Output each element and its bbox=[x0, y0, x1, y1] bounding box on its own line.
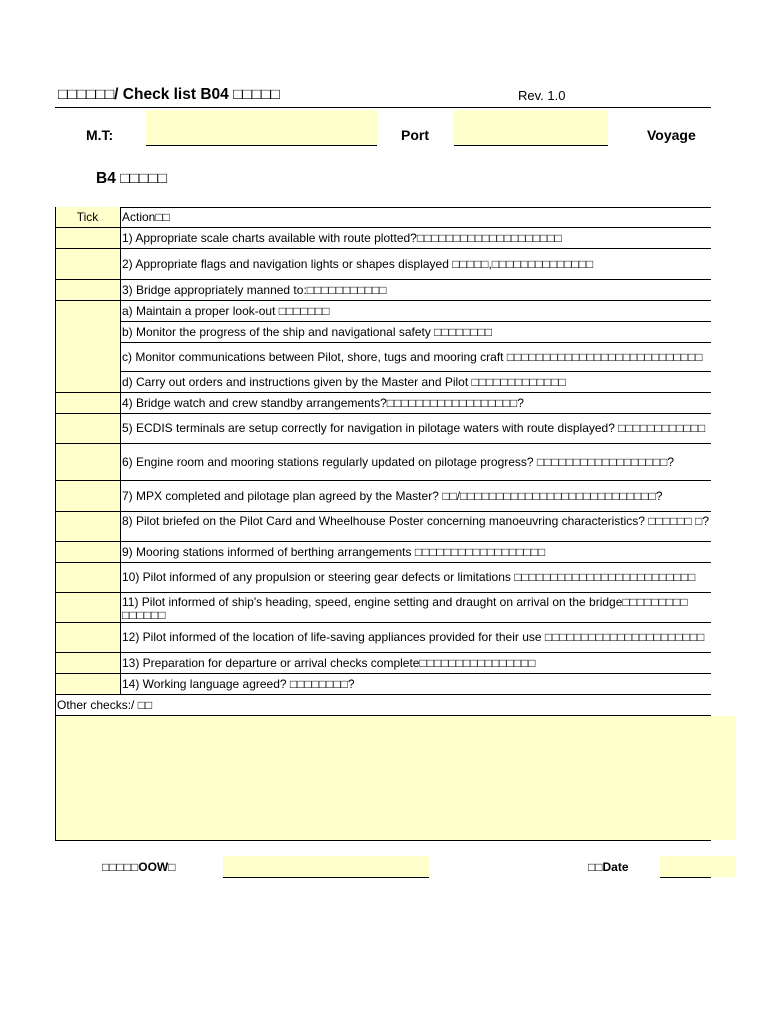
document-title: □□□□□□/ Check list B04 □□□□□ bbox=[58, 86, 280, 103]
tick-cell[interactable] bbox=[55, 563, 121, 592]
checklist-item-text: 5) ECDIS terminals are setup correctly for navigation in pilotage waters with route displayed? □□□□□□□□□□□□ bbox=[122, 421, 706, 435]
checklist-row bbox=[55, 393, 711, 414]
tick-cell[interactable] bbox=[55, 393, 121, 413]
checklist-row bbox=[55, 414, 711, 444]
checklist-item-text: 3) Bridge appropriately manned to:□□□□□□□□□□□ bbox=[122, 282, 387, 297]
checklist-subrow bbox=[120, 343, 711, 372]
checklist-item-text: 13) Preparation for departure or arrival checks complete□□□□□□□□□□□□□□□□ bbox=[122, 655, 536, 670]
checklist-row bbox=[55, 623, 711, 653]
checklist-row bbox=[55, 444, 711, 481]
table-left-border bbox=[55, 207, 56, 841]
mt-field[interactable] bbox=[146, 110, 377, 146]
oow-label: □□□□□OOW□ bbox=[102, 860, 176, 874]
title-divider bbox=[55, 107, 711, 108]
other-checks-row bbox=[55, 695, 711, 716]
port-field[interactable] bbox=[454, 110, 608, 146]
tick-cell[interactable] bbox=[55, 444, 121, 480]
tick-cell[interactable] bbox=[55, 512, 121, 541]
tick-cell-merged[interactable] bbox=[55, 301, 121, 393]
checklist-item-text: 12) Pilot informed of the location of life-saving appliances provided for their use □□□□□□□□□□□□□□□□□□□□□□ bbox=[122, 630, 705, 644]
tick-cell[interactable] bbox=[55, 228, 121, 248]
checklist-subrow bbox=[120, 301, 711, 322]
table-header-row bbox=[55, 207, 711, 228]
checklist-subrow bbox=[120, 322, 711, 343]
date-field[interactable] bbox=[660, 856, 736, 877]
oow-field[interactable] bbox=[223, 856, 429, 878]
tick-cell[interactable] bbox=[55, 674, 121, 694]
checklist-item-text: 4) Bridge watch and crew standby arrangements?□□□□□□□□□□□□□□□□□□? bbox=[122, 395, 524, 410]
tick-cell[interactable] bbox=[55, 280, 121, 300]
port-label: Port bbox=[401, 127, 429, 143]
date-field-underline bbox=[660, 877, 711, 878]
checklist-row bbox=[55, 563, 711, 593]
checklist-item-text: c) Monitor communications between Pilot, shore, tugs and mooring craft □□□□□□□□□□□□□□□□□□□□□□□□□□□ bbox=[122, 349, 703, 364]
checklist-item-text: 7) MPX completed and pilotage plan agreed by the Master? □□/□□□□□□□□□□□□□□□□□□□□□□□□□□□? bbox=[122, 488, 663, 503]
checklist-item-text: 6) Engine room and mooring stations regularly updated on pilotage progress? □□□□□□□□□□□□□□□□□□? bbox=[122, 454, 675, 469]
tick-cell[interactable] bbox=[55, 653, 121, 673]
checklist-item-text: 11) Pilot informed of ship's heading, speed, engine setting and draught on arrival on the bridge□□□□□□□□□ □□□□□□ bbox=[122, 595, 688, 622]
checklist-item-text: 14) Working language agreed? □□□□□□□□? bbox=[122, 676, 355, 691]
checklist-item-text: b) Monitor the progress of the ship and navigational safety □□□□□□□□ bbox=[122, 324, 493, 339]
checklist-row bbox=[55, 249, 711, 280]
checklist-row bbox=[55, 542, 711, 563]
tick-cell[interactable] bbox=[55, 481, 121, 511]
tick-cell[interactable] bbox=[55, 623, 121, 652]
checklist-row bbox=[55, 280, 711, 301]
tick-cell[interactable] bbox=[55, 249, 121, 279]
checklist-item-text: d) Carry out orders and instructions given by the Master and Pilot □□□□□□□□□□□□□ bbox=[122, 374, 566, 389]
section-title: B4 □□□□□ bbox=[96, 170, 167, 187]
checklist-row bbox=[55, 653, 711, 674]
checklist-subrow bbox=[120, 372, 711, 393]
checklist-item-text: 1) Appropriate scale charts available with route plotted?□□□□□□□□□□□□□□□□□□□□ bbox=[122, 230, 562, 245]
checklist-item-text: a) Maintain a proper look-out □□□□□□□ bbox=[122, 303, 330, 318]
checklist-row bbox=[55, 228, 711, 249]
checklist-item-text: 10) Pilot informed of any propulsion or steering gear defects or limitations □□□□□□□□□□□□□□□□□□□□□□□□□ bbox=[122, 570, 696, 584]
date-label: □□Date bbox=[588, 860, 629, 874]
checklist-item-text: 2) Appropriate flags and navigation lights or shapes displayed □□□□□,□□□□□□□□□□□□□□ bbox=[122, 256, 594, 271]
voyage-label: Voyage bbox=[647, 127, 696, 143]
mt-label: M.T: bbox=[86, 127, 114, 143]
checklist-item-text: 9) Mooring stations informed of berthing arrangements □□□□□□□□□□□□□□□□□□ bbox=[122, 544, 546, 559]
table-bottom-border bbox=[55, 840, 711, 841]
tick-cell[interactable] bbox=[55, 414, 121, 443]
other-checks-area[interactable] bbox=[55, 716, 736, 840]
action-column-header: Action□□ bbox=[122, 209, 170, 224]
revision-label: Rev. 1.0 bbox=[518, 88, 566, 103]
tick-cell[interactable] bbox=[55, 542, 121, 562]
checklist-row bbox=[55, 674, 711, 695]
checklist-row bbox=[55, 593, 711, 623]
tick-cell[interactable] bbox=[55, 593, 121, 622]
other-checks-label: Other checks:/ □□ bbox=[57, 697, 153, 712]
checklist-row bbox=[55, 512, 711, 542]
checklist-row bbox=[55, 481, 711, 512]
tick-column-header: Tick bbox=[55, 207, 121, 227]
checklist-item-text: 8) Pilot briefed on the Pilot Card and Wheelhouse Poster concerning manoeuvring characteristics? □□□□□□ □? bbox=[122, 514, 710, 528]
